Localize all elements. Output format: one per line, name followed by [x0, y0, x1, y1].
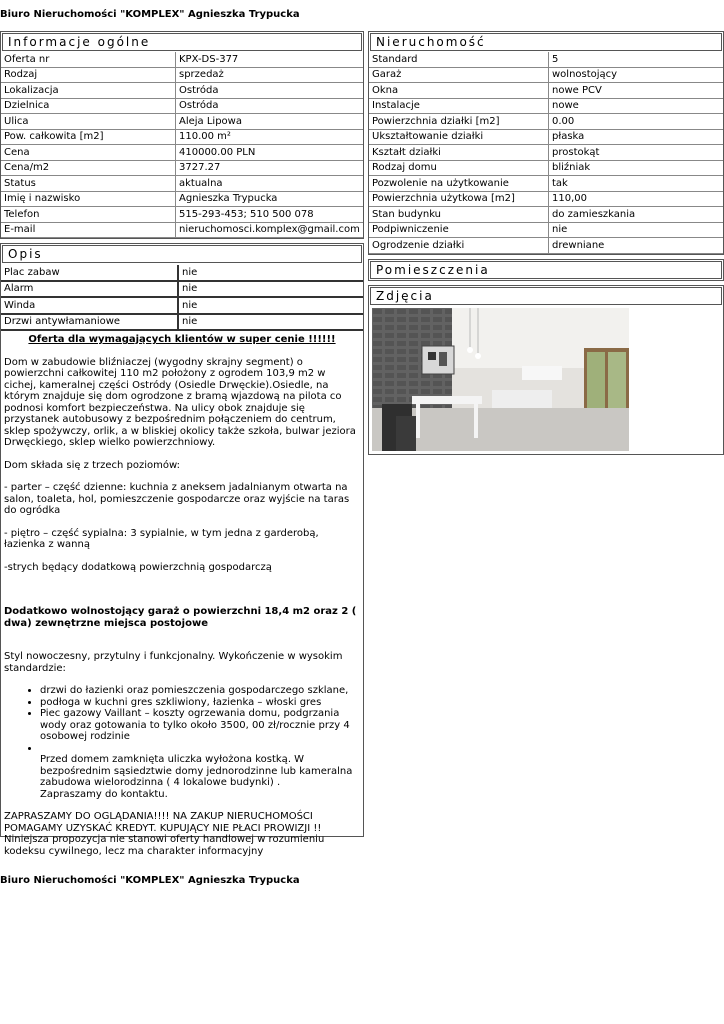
feature-row	[1, 298, 363, 315]
field-value: nie	[179, 315, 363, 332]
rooms-title: Pomieszczenia	[370, 261, 722, 279]
garage-note: Dodatkowo wolnostojący garaż o powierzchni 18,4 m2 oraz 2 ( dwa) zewnętrzne miejsca postojowe	[4, 606, 357, 629]
field-value: nie	[179, 265, 363, 282]
general-info-section	[0, 31, 364, 239]
right-column	[368, 31, 724, 459]
list-item: • podłoga w kuchni gres szkliwiony, łazienka – włoski gres	[40, 697, 360, 709]
field-value: prostokąt	[549, 145, 723, 161]
field-label: Cena	[1, 145, 176, 161]
feature-row	[1, 315, 363, 332]
field-label: Ogrodzenie działki	[369, 238, 549, 254]
interior-photo	[372, 308, 629, 451]
table-row	[1, 68, 363, 84]
field-value: nie	[179, 298, 363, 315]
field-label: Winda	[1, 298, 179, 315]
features-table	[1, 265, 363, 331]
field-label: Lokalizacja	[1, 83, 176, 99]
field-value: nowe PCV	[549, 83, 723, 99]
field-value: 110,00	[549, 192, 723, 208]
table-row	[369, 176, 723, 192]
standard-list	[4, 685, 360, 800]
field-label: Oferta nr	[1, 52, 176, 68]
field-label: Imię i nazwisko	[1, 192, 176, 208]
field-value: do zamieszkania	[549, 207, 723, 223]
feature-row	[1, 282, 363, 299]
field-label: Okna	[369, 83, 549, 99]
field-label: Plac zabaw	[1, 265, 179, 282]
desc-paragraph: - parter – część dzienne: kuchnia z aneksem jadalnianym otwarta na salon, toaleta, hol, pomieszczenie gospodarcze oraz wyjście na taras do ogródka	[4, 482, 350, 516]
field-label: Drzwi antywłamaniowe	[1, 315, 179, 332]
table-row	[1, 52, 363, 68]
field-label: Pozwolenie na użytkowanie	[369, 176, 549, 192]
table-row	[369, 238, 723, 254]
table-row	[1, 223, 363, 239]
table-row	[1, 145, 363, 161]
table-row	[369, 83, 723, 99]
field-label: Stan budynku	[369, 207, 549, 223]
field-label: Status	[1, 176, 176, 192]
agency-header: Biuro Nieruchomości "KOMPLEX" Agnieszka Trypucka	[0, 9, 300, 20]
left-column	[0, 31, 364, 857]
property-photo[interactable]	[372, 308, 629, 451]
field-value: Aleja Lipowa	[176, 114, 363, 130]
table-row	[1, 207, 363, 223]
field-value: 515-293-453; 510 500 078	[176, 207, 363, 223]
field-label: Instalacje	[369, 99, 549, 115]
table-row	[1, 192, 363, 208]
general-info-title: Informacje ogólne	[2, 33, 362, 51]
description-section	[0, 243, 364, 857]
table-row	[1, 176, 363, 192]
field-value: 0.00	[549, 114, 723, 130]
desc-paragraph: Przed domem zamknięta uliczka wyłożona kostką. W bezpośrednim sąsiedztwie domy jednorodzinne lub kameralna zabudowa wielorodzinna ( 4 lokalowe budynki) .	[40, 754, 353, 788]
field-label: Powierzchnia użytkowa [m2]	[369, 192, 549, 208]
table-row	[369, 161, 723, 177]
photos-title: Zdjęcia	[370, 287, 722, 305]
offer-headline: Oferta dla wymagających klientów w super cenie !!!!!!	[28, 334, 336, 345]
table-row	[1, 114, 363, 130]
field-label: E-mail	[1, 223, 176, 239]
field-label: Kształt działki	[369, 145, 549, 161]
field-value: 110.00 m²	[176, 130, 363, 146]
agency-footer: Biuro Nieruchomości "KOMPLEX" Agnieszka Trypucka	[0, 875, 300, 886]
field-label: Pow. całkowita [m2]	[1, 130, 176, 146]
list-item: • Piec gazowy Vaillant – koszty ogrzewania domu, podgrzania wody oraz gotowania to tylko około 3500, 00 zł/rocznie przy 4 osobowej rodzinie	[40, 708, 360, 743]
table-row	[369, 130, 723, 146]
desc-paragraph: Dom w zabudowie bliźniaczej (wygodny skrajny segment) o powierzchni całkowitej 110 m2 położony z ogrodem 103,9 m2 w cichej, kameralnej części Ostródy (Osiedle Drwęckie).Osiedle, na którym znajduje się dom ogrodzone z bramą wjazdową na pilota co podnosi komfort bezpieczeństwa. Na ulicy obok znajduje się przystanek autobusowy z bezpośrednim połączeniem do centrum, sklep spożywczy, orlik, a w bliskiej okolicy także szkoła, bulwar jeziora Drwęckiego, sklep wielko powierzchniowy.	[4, 356, 356, 448]
general-info-table	[1, 52, 363, 238]
list-item	[40, 743, 360, 755]
table-row	[369, 192, 723, 208]
field-label: Ukształtowanie działki	[369, 130, 549, 146]
field-label: Podpiwniczenie	[369, 223, 549, 239]
field-label: Dzielnica	[1, 99, 176, 115]
field-label: Cena/m2	[1, 161, 176, 177]
field-value: Ostróda	[176, 83, 363, 99]
table-row	[369, 207, 723, 223]
table-row	[369, 114, 723, 130]
field-value: wolnostojący	[549, 68, 723, 84]
field-label: Telefon	[1, 207, 176, 223]
table-row	[369, 68, 723, 84]
property-section	[368, 31, 724, 255]
field-label: Garaż	[369, 68, 549, 84]
field-label: Ulica	[1, 114, 176, 130]
table-row	[369, 145, 723, 161]
rooms-section	[368, 259, 724, 281]
list-item: • drzwi do łazienki oraz pomieszczenia gospodarczego szklane,	[40, 685, 360, 697]
field-value: 5	[549, 52, 723, 68]
description-title: Opis	[2, 245, 362, 263]
field-value: 3727.27	[176, 161, 363, 177]
table-row	[369, 52, 723, 68]
desc-paragraph: Styl nowoczesny, przytulny i funkcjonalny. Wykończenie w wysokim standardzie:	[4, 651, 343, 674]
field-value: nie	[549, 223, 723, 239]
field-value: sprzedaż	[176, 68, 363, 84]
desc-paragraph: Zapraszamy do kontaktu.	[40, 788, 168, 800]
feature-row	[1, 265, 363, 282]
photos-section	[368, 285, 724, 455]
field-label: Standard	[369, 52, 549, 68]
table-row	[369, 99, 723, 115]
field-label: Alarm	[1, 282, 179, 299]
property-table	[369, 52, 723, 254]
field-value: nie	[179, 282, 363, 299]
field-label: Rodzaj	[1, 68, 176, 84]
field-value: tak	[549, 176, 723, 192]
desc-paragraph: -strych będący dodatkową powierzchnią gospodarczą	[4, 561, 272, 573]
desc-paragraph: - piętro – część sypialna: 3 sypialnie, w tym jedna z garderobą, łazienka z wanną	[4, 527, 319, 550]
table-row	[1, 83, 363, 99]
table-row	[1, 161, 363, 177]
property-title: Nieruchomość	[370, 33, 722, 51]
field-value: bliźniak	[549, 161, 723, 177]
table-row	[369, 223, 723, 239]
table-row	[1, 99, 363, 115]
field-value: Agnieszka Trypucka	[176, 192, 363, 208]
field-value: aktualna	[176, 176, 363, 192]
table-row	[1, 130, 363, 146]
description-text	[1, 331, 363, 857]
field-value: nieruchomosci.komplex@gmail.com	[176, 223, 363, 239]
field-value: płaska	[549, 130, 723, 146]
field-value: 410000.00 PLN	[176, 145, 363, 161]
field-value: Ostróda	[176, 99, 363, 115]
field-value: KPX-DS-377	[176, 52, 363, 68]
field-label: Rodzaj domu	[369, 161, 549, 177]
field-value: nowe	[549, 99, 723, 115]
field-label: Powierzchnia działki [m2]	[369, 114, 549, 130]
desc-paragraph: Dom składa się z trzech poziomów:	[4, 459, 181, 471]
desc-paragraph: ZAPRASZAMY DO OGLĄDANIA!!!! NA ZAKUP NIERUCHOMOŚCI POMAGAMY UZYSKAĆ KREDYT. KUPUJĄCY NIE PŁACI PROWIZJI !! Niniejsza propozycja nie stanowi oferty handlowej w rozumieniu kodeksu cywilnego, lecz ma charakter informacyjny	[4, 811, 325, 857]
field-value: drewniane	[549, 238, 723, 254]
